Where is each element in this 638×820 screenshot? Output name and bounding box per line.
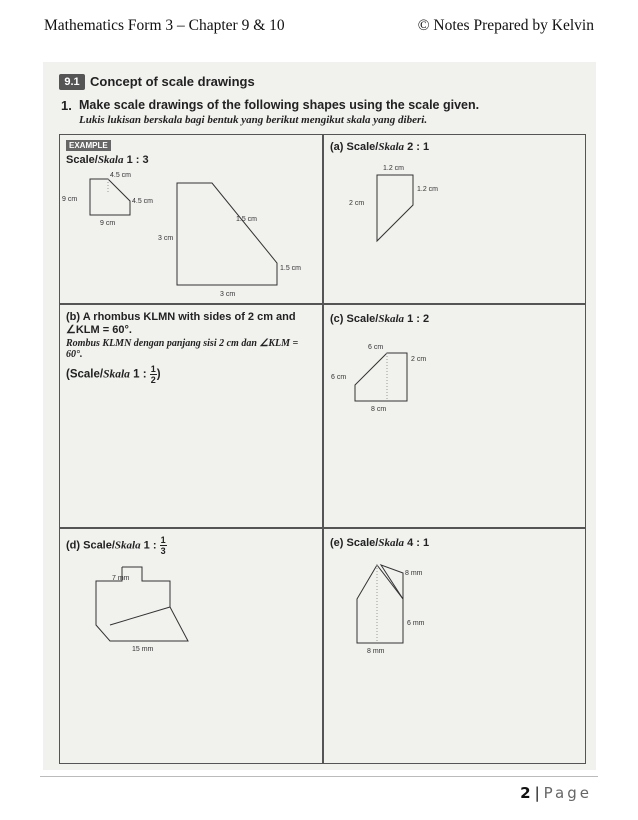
section-badge: 9.1 — [59, 74, 85, 90]
header-right: © Notes Prepared by Kelvin — [417, 17, 594, 34]
part-e-heading: (e) Scale/Skala 4 : 1 — [330, 537, 430, 549]
scanned-page — [43, 62, 596, 770]
example-dim-2: 9 cm — [62, 196, 78, 203]
grid-divider-row-1 — [60, 303, 585, 305]
part-a-diagram — [323, 155, 585, 301]
part-d-heading: (d) Scale/Skala 1 : $\frac{1}{3}$ — [66, 535, 166, 556]
part-c-dim-3: 6 cm — [331, 374, 347, 381]
part-e-dim-3: 8 mm — [367, 648, 385, 655]
example-dim-8: 3 cm — [220, 291, 236, 298]
part-c-dim-2: 2 cm — [411, 356, 427, 363]
header-left: Mathematics Form 3 – Chapter 9 & 10 — [44, 17, 285, 34]
part-e-dim-1: 8 mm — [405, 570, 423, 577]
part-a-dim-2: 1.2 cm — [417, 186, 439, 193]
example-scale: Scale/Skala 1 : 3 — [66, 154, 149, 166]
example-dim-7: 1.5 cm — [280, 265, 302, 272]
part-c-heading: (c) Scale/Skala 1 : 2 — [330, 313, 430, 325]
page-word: Page — [543, 784, 592, 802]
part-b-cell — [66, 311, 316, 385]
part-b-scale: (Scale/Skala 1 : $\frac{1}{2}$ ) — [66, 364, 161, 385]
part-d-dim-2: 15 mm — [132, 646, 154, 653]
example-dim-4: 9 cm — [100, 220, 116, 227]
part-a-dim-1: 1.2 cm — [383, 165, 405, 172]
part-c-diagram — [323, 327, 585, 525]
part-d-dim-1: 7 mm — [112, 575, 130, 582]
question-number: 1. — [61, 98, 72, 113]
part-e-dim-2: 6 mm — [407, 620, 425, 627]
page-number: 2 — [520, 784, 531, 802]
example-dim-5: 3 cm — [158, 235, 174, 242]
part-a-dim-3: 2 cm — [349, 200, 365, 207]
section-title: Concept of scale drawings — [90, 74, 255, 89]
part-c-dim-4: 8 cm — [371, 406, 387, 413]
part-a-heading: (a) Scale/Skala 2 : 1 — [330, 141, 430, 153]
part-c-dim-1: 6 cm — [368, 344, 384, 351]
example-dim-1: 4.5 cm — [110, 172, 132, 179]
footer-divider — [40, 776, 598, 777]
page-footer: 2 | Page — [520, 784, 592, 802]
part-b-text: (b) A rhombus KLMN with sides of 2 cm and ∠KLM = 60°. — [66, 311, 296, 336]
question-text-malay: Lukis lukisan berskala bagi bentuk yang berikut mengikut skala yang diberi. — [79, 114, 428, 126]
grid-divider-row-2 — [60, 527, 585, 529]
example-cell — [66, 139, 149, 166]
exercise-grid — [59, 134, 586, 764]
example-dim-6: 1.5 cm — [236, 216, 258, 223]
part-e-diagram — [323, 551, 585, 761]
part-d-diagram — [60, 555, 322, 761]
example-badge: EXAMPLE — [66, 140, 111, 151]
example-diagram — [60, 165, 322, 301]
part-b-text-malay: Rombus KLMN dengan panjang sisi 2 cm dan ∠KLM = 60°. — [66, 338, 299, 360]
example-dim-3: 4.5 cm — [132, 198, 154, 205]
question-text: Make scale drawings of the following shapes using the scale given. — [79, 98, 480, 112]
